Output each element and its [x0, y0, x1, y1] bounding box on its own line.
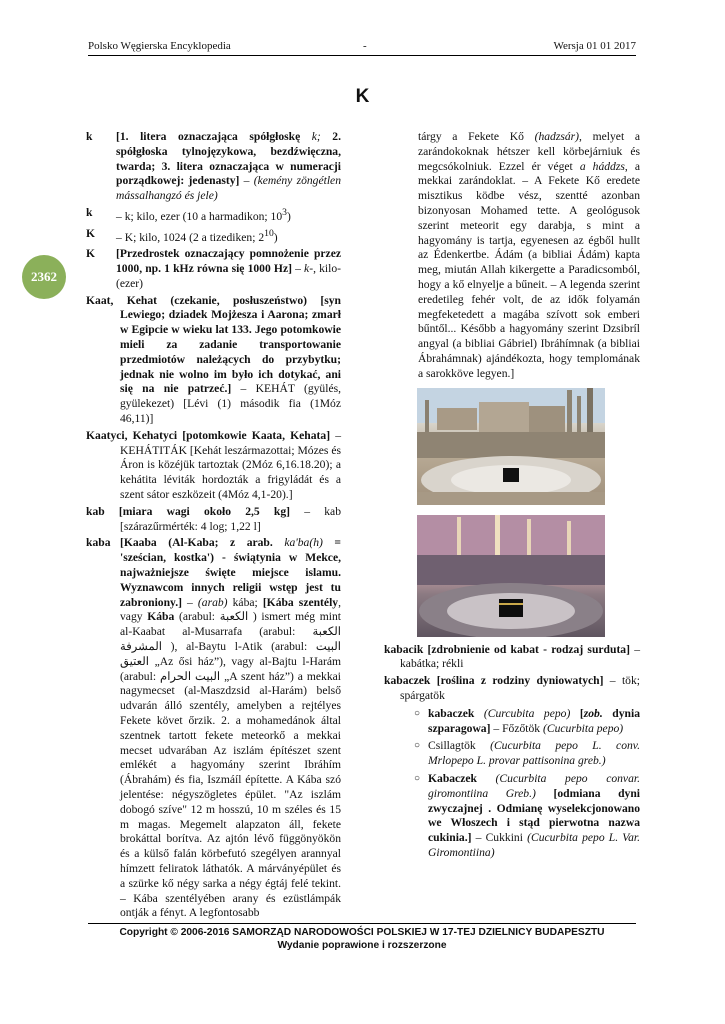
entry-kaatyci: Kaatyci, Kehatyci [potomkowie Kaata, Kehata] – KEHÁTITÁK [Kehát leszármazottai; Mózes és Áron is közéjük tartoztak (2Móz 6,16.18.20); a kehátita léviták hordozták a frigyládát és a szent sátor eszközeit (4Móz 4,1-20).] [86, 428, 342, 502]
mecca-illustration-day [417, 388, 605, 505]
entry-k-kilo [86, 206, 341, 225]
entry-kabaczek: kabaczek [roślina z rodziny dyniowatych] – tök; spárgatök [384, 674, 640, 702]
mecca-photo-day [417, 388, 605, 505]
entry-headword: K [86, 226, 96, 240]
page-header [88, 40, 636, 56]
subentry-kabaczek-fozotok [414, 707, 640, 737]
subentry-kabaczek-cukkini [414, 772, 640, 861]
entry-body: – k; kilo, ezer (10 a harmadikon; $10^3$) [116, 206, 291, 223]
header-separator: - [363, 40, 367, 52]
circle-bullet-icon: ○ [414, 707, 421, 719]
subentry-body: kabaczek (Curcubita pepo) [zob. dynia szparagowa] – Főzőtök (Cucurbita pepo) [428, 706, 641, 735]
footer-edition: Wydanie poprawione i rozszerzone [277, 940, 447, 951]
entry-headword: k [86, 205, 93, 219]
entry-kab: kab [miara wagi około 2,5 kg] – kab [szárazűrmérték: 4 log; 1,22 l] [86, 504, 341, 533]
mecca-illustration-evening [417, 515, 605, 637]
entry-K-kilo [86, 227, 341, 246]
circle-bullet-icon: ○ [414, 772, 421, 784]
entry-headword: k [86, 130, 93, 143]
kaba-continuation: tárgy a Fekete Kő (hadzsár), melyet a zarándokoknak hétszer kell körbejárniuk és megcsókolniuk. Ezzel ér véget a háddzs, a mekkai zarándoklat. – A Fekete Kő eredete misztikus ködbe vész, szentté azonban bizonyosan Mohamed tette. A geológusok szerint meteorit egy darabja, s mint a hagyomány is tartja, egyenesen az égből hullt az Édenkertbe. Ádám (a bibliai Ádám) kapta meg, miután Allah kikergette a Paradicsomból, hogy a kő elnyelje a bűneit. – A legenda szerint eredetileg fehér volt, de az idők folyamán megfeketedett a magába szívott sok emberi bűntől... Később a hagyomány szerint Dzsibríl angyal (a bibliai Gábriel) Ibráhímnak (a bibliai Ábrahámnak) ajándékozta, hogy templomának a sarokköve legyen.] [418, 130, 640, 380]
mecca-photo-evening [417, 515, 605, 637]
entry-body: [1. litera oznaczająca spółgłoskę k; 2. spółgłoska tylnojęzykowa, bezdźwięczna, twarda; 3. litera oznaczająca w numeracji porządkowej: jedenasty] – (kemény zöngétlen mássalhangzó és jele) [116, 130, 342, 203]
entry-K-prefix [86, 247, 341, 291]
subentry-body: Csillagtök (Cucurbita pepo L. conv. Mrlopepo L. provar pattisonina greb.) [428, 739, 640, 768]
right-column [384, 130, 640, 861]
header-version: Wersja 01 01 2017 [553, 40, 636, 52]
entry-body: [Przedrostek oznaczający pomnożenie przez 1000, np. 1 kHz równa się 1000 Hz] – k-, kilo- (ezer) [116, 247, 342, 290]
header-title: Polsko Węgierska Encyklopedia [88, 40, 231, 52]
entry-k-letter [86, 130, 341, 204]
entry-headword: kaba [86, 536, 111, 550]
footer-rule [88, 923, 636, 924]
entry-kabacik: kabacik [zdrobnienie od kabat - rodzaj surduta] – kabátka; rékli [384, 642, 641, 671]
section-letter: K [355, 86, 370, 107]
subentry-csillagtok [414, 739, 640, 769]
header-rule [88, 55, 636, 56]
page-number-badge: 2362 [22, 255, 66, 299]
entry-body: [Kaaba (Al-Kaba; z arab. ka'ba(h) = 'sześcian, kostka') - świątynia w Mekce, najważniejsze święte miejsce islamu. Wyznawcom innych religii wstęp jest tu zabroniony.] – (arab) kába; [Kába szentély, vagy Kába (arabul: الكعبة ) ismert még mint al-Kaabat al-Musarrafa (arabul: الكعبة المشرفة ), al-Baytu l-Atik (arabul: البيت العتيق „Az ősi ház”), vagy al-Bajtu l-Harám (arabul: البيت الحرام „A szent ház”) a mekkai nagymecset (al-Maszdzsid al-Harám) belső udvarán álló szentély, amelyben a rejtélyes Fekete követ őrzik. 2. a mohamedánok által szentnek tartott fekete meteorkő a mekkai mecset udvarában Az iszlám építészet szent emlékét a hagyomány szerint Ibráhím (Ábrahám) és fia, Iszmáíl építette. A Kába szó jelentése: négyszögletes épület. "Az iszlám dobogó szíve" 12 m hosszú, 10 m széles és 15 m magas. Megemelt alapzaton áll, fekete brokáttal borítva. Az ajtón lévő függönyökön és a külső falán körbefutó szegélyen arannyal hímzett feliratok láthatók. A márványépület és a szürke kő négy sarka a négy égtáj felé tekint. – Kába szentélyében arany és ezüstlámpák ontják a fényt. A legfontosabb [120, 536, 342, 920]
entry-kaba [86, 536, 341, 921]
entry-body: – K; kilo, 1024 (2 a tizediken; $2^{10}$) [116, 227, 278, 244]
subentry-body: Kabaczek (Cucurbita pepo convar. giromontiina Greb.) [odmiana dyni zwyczajnej . Odmianę wyselekcjonowano we Włoszech i stąd pierwotna nazwa cukinia.] – Cukkini (Cucurbita pepo L. Var. Giromontiina) [428, 771, 640, 859]
entry-headword: K [86, 247, 96, 261]
page-footer [88, 926, 636, 952]
footer-copyright: Copyright © 2006-2016 SAMORZĄD NARODOWOŚCI POLSKIEJ W 17-TEJ DZIELNICY BUDAPESZTU [119, 927, 605, 938]
circle-bullet-icon: ○ [414, 740, 421, 752]
entry-kaat: Kaat, Kehat (czekanie, posłuszeństwo) [syn Lewiego; dziadek Mojżesza i Aarona; zmarł w Egipcie w wieku lat 133. Jego potomkowie mieli za zadanie transportowanie przedmiotów należących do przybytku; jednak nie wolno im było ich dotykać, ani się na nie patrzeć.] – KEHÁT (gyülés, gyülekezet) [Lévi (1) második fia (1Móz 46,11)] [86, 293, 341, 426]
left-column [86, 130, 341, 923]
